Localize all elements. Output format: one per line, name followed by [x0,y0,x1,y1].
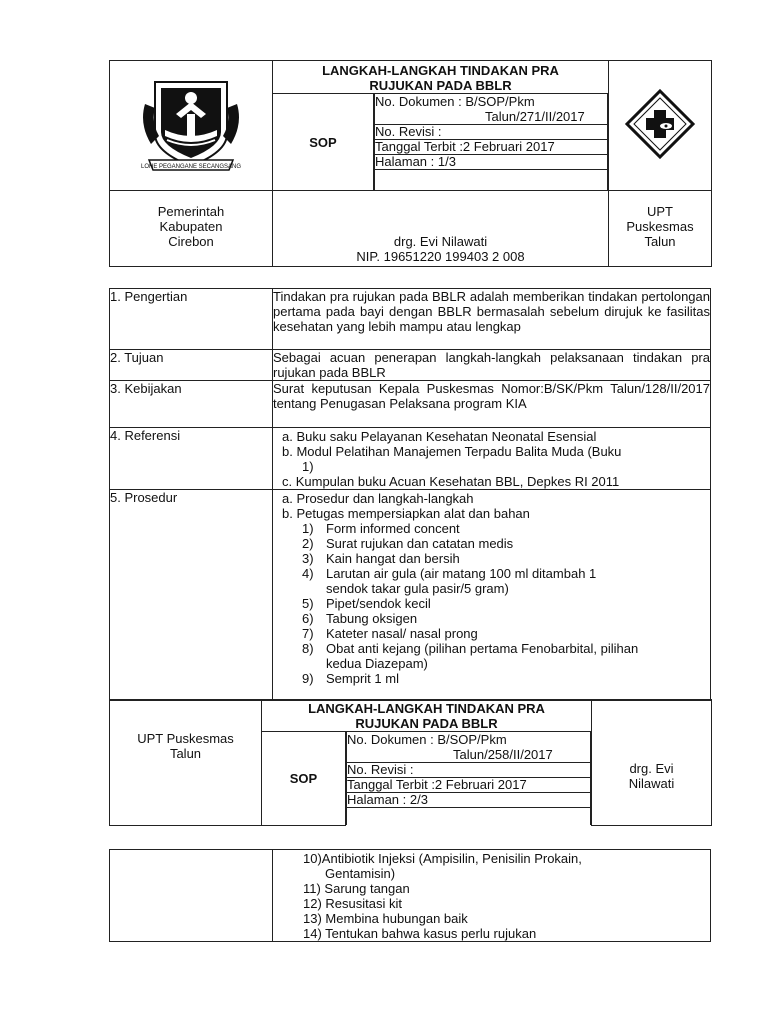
issue-date: Tanggal Terbit :2 Februari 2017 [375,140,608,155]
section-text: Tindakan pra rujukan pada BBLR adalah memberikan tindakan pertolongan pertama pada bayi dengan BBLR bermasalah sebelum dirujuk ke fasilitas kesehatan yang lebih mampu atau lengkap [273,289,711,350]
item-text: Tabung oksigen [326,611,418,626]
list-item: a. Buku saku Pelayanan Kesehatan Neonatal Esensial [282,429,597,444]
item-number: 1) [302,521,314,536]
list-item: 10)Antibiotik Injeksi (Ampisilin, Penisilin Prokain, [303,851,582,866]
puskesmas-logo-icon [624,88,696,160]
section-label: 2. Tujuan [110,350,273,381]
section-row-kebijakan [110,381,711,428]
sop-label: SOP [273,94,374,191]
equipment-list [282,521,706,686]
issue-date: Tanggal Terbit :2 Februari 2017 [347,778,591,793]
list-item [302,566,706,581]
sop-header-page-1 [109,60,712,267]
list-item: 13) Membina hubungan baik [303,911,468,926]
list-item-continued: sendok takar gula pasir/5 gram) [326,581,509,596]
item-number: 6) [302,611,314,626]
document-title: LANGKAH-LANGKAH TINDAKAN PRA RUJUKAN PADA BBLR [273,61,609,94]
list-item-continued: Gentamisin) [325,866,396,881]
signer-nip: NIP. 19651220 199403 2 008 [356,249,525,264]
document-title: LANGKAH-LANGKAH TINDAKAN PRA RUJUKAN PADA BBLR [262,700,592,732]
upt-name: UPT Puskesmas Talun [110,700,262,826]
government-name: Pemerintah Kabupaten Cirebon [110,191,273,267]
item-number: 9) [302,671,314,686]
section-row-prosedur [110,490,711,701]
item-text: Larutan air gula (air matang 100 ml ditambah 1 [326,566,597,581]
revision-number: No. Revisi : [375,125,608,140]
list-item: 11) Sarung tangan [303,881,410,896]
list-item: b. Modul Pelatihan Manajemen Terpadu Balita Muda (Buku [282,444,622,459]
item-text: Kain hangat dan bersih [326,551,460,566]
item-text: Obat anti kejang (pilihan pertama Fenobarbital, pilihan [326,641,639,656]
document-number: No. Dokumen : B/SOP/Pkm Talun/271/II/2017 [375,94,608,125]
section-label: 4. Referensi [110,428,273,490]
list-item [302,536,706,551]
upt-name: UPT Puskesmas Talun [609,191,712,267]
list-item [302,521,706,536]
item-number: 4) [302,566,314,581]
list-item: 14) Tentukan bahwa kasus perlu rujukan [303,926,537,941]
section-label: 1. Pengertian [110,289,273,350]
list-item [302,626,706,641]
document-meta [374,94,609,191]
sop-content-table [109,288,711,701]
list-item: b. Petugas mempersiapkan alat dan bahan [282,506,530,521]
section-text: Surat keputusan Kepala Puskesmas Nomor:B/SK/Pkm Talun/128/II/2017 tentang Penugasan Pelaksana program KIA [273,381,711,428]
reference-list [273,428,711,490]
item-text: Pipet/sendok kecil [326,596,431,611]
list-item-continued: kedua Diazepam) [326,656,428,671]
list-item [302,551,706,566]
list-item [302,596,706,611]
sop-label: SOP [262,732,346,826]
item-text: Kateter nasal/ nasal prong [326,626,478,641]
procedure-list-continued [273,850,711,942]
item-number: 3) [302,551,314,566]
section-row-referensi [110,428,711,490]
signer-name: drg. Evi Nilawati [592,700,712,826]
item-number: 2) [302,536,314,551]
empty-label-cell [110,850,273,942]
document-number: No. Dokumen : B/SOP/Pkm Talun/258/II/2017 [347,732,591,763]
section-row-tujuan [110,350,711,381]
sop-header-page-2 [109,699,712,826]
list-item [302,671,706,686]
sop-continuation-table [109,849,711,942]
list-item: 12) Resusitasi kit [303,896,402,911]
list-item-continued: 1) [302,459,314,474]
item-text: Form informed concent [326,521,460,536]
item-number: 7) [302,626,314,641]
item-number: 8) [302,641,314,656]
section-row-pengertian [110,289,711,350]
section-label: 5. Prosedur [110,490,273,701]
cirebon-regency-logo-icon [131,74,251,174]
item-text: Semprit 1 ml [326,671,399,686]
section-text: Sebagai acuan penerapan langkah-langkah pelaksanaan tindakan pra rujukan pada BBLR [273,350,710,380]
page-number: Halaman : 2/3 [347,793,591,808]
page-number: Halaman : 1/3 [375,155,608,170]
section-label: 3. Kebijakan [110,381,273,428]
revision-number: No. Revisi : [347,763,591,778]
item-number: 5) [302,596,314,611]
document-meta [346,732,592,826]
svg-text:LOHE PEGANGANE SECANGSANG: LOHE PEGANGANE SECANGSANG [140,164,242,170]
procedure-list [273,490,711,701]
list-item: c. Kumpulan buku Acuan Kesehatan BBL, Depkes RI 2011 [282,474,620,489]
item-text: Surat rujukan dan catatan medis [326,536,514,551]
regency-logo-cell [110,61,273,191]
list-item [302,641,706,656]
equipment-list [303,851,706,941]
list-item [302,611,706,626]
signature-block [273,191,609,267]
list-item: a. Prosedur dan langkah-langkah [282,491,474,506]
signer-name: drg. Evi Nilawati [393,234,488,249]
puskesmas-logo-cell [609,61,712,191]
